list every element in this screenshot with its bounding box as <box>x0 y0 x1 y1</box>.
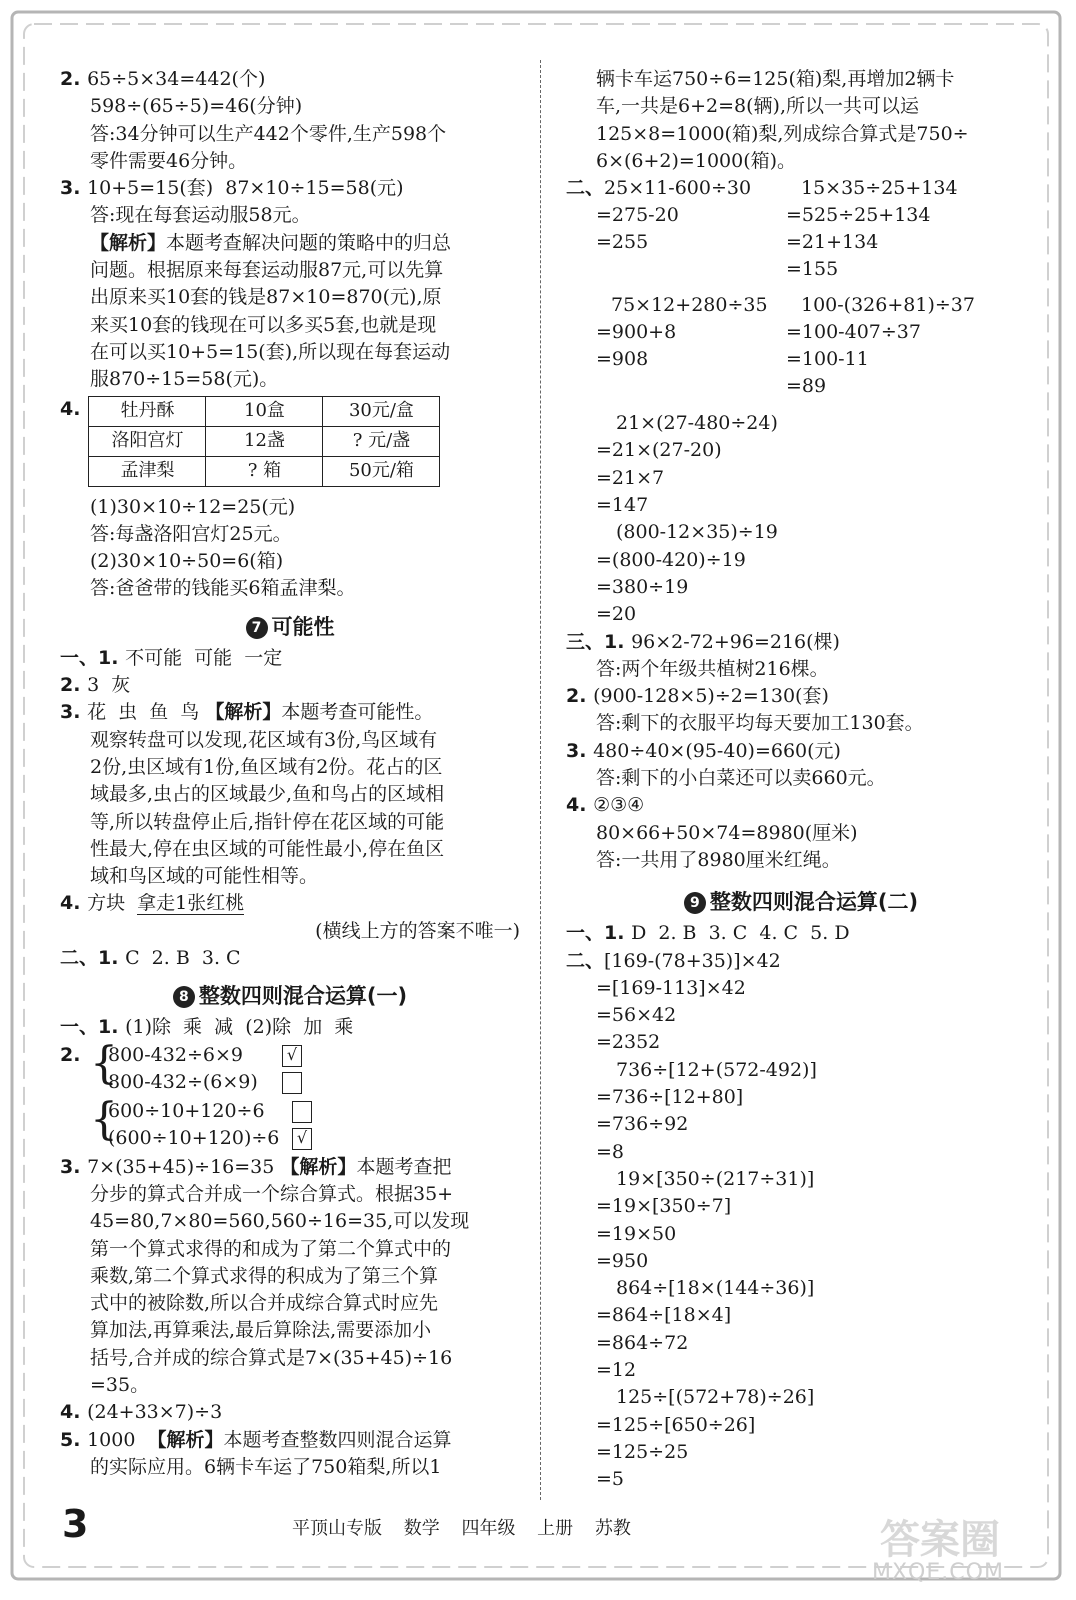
answer-line: D 2. B 3. C 4. C 5. D <box>631 922 850 945</box>
answer-line: ②③④ <box>593 794 645 817</box>
number-badge: 8 <box>173 986 195 1008</box>
answer-line: 域和鸟区域的可能性相等。 <box>90 865 319 888</box>
answer-line: 分步的算式合并成一个综合算式。根据35+ <box>90 1182 454 1205</box>
answer-line: 问题。根据原来每套运动服87元,可以先算 <box>90 259 444 282</box>
answer-line: (1)30×10÷12=25(元) <box>90 495 296 518</box>
answer-line: 2份,虫区域有1份,鱼区域有2份。花占的区 <box>90 755 443 778</box>
answer-line: 答:两个年级共植树216棵。 <box>596 657 829 680</box>
calc-line: =864÷[18×4] <box>596 1304 732 1327</box>
calc-line: 864÷[18×(144÷36)] <box>616 1277 815 1300</box>
answer-line: 车,一共是6+2=8(辆),所以一共可以运 <box>596 95 920 118</box>
left-column: 2. 65÷5×34=442(个) 598÷(65÷5)=46(分钟) 答:34分钟可以生产442个零件,生产598个 零件需要46分钟。 3. 10+5=15(套) 87×10÷15=58(元) 答:现在每套运动服58元。 【解析】本题考查解决问题的策略中的归总 问题。根据原来每套运动服87元,可以先算 出原来买10套的钱是87×10=870(元),原 来买10套的钱现在可以多买5套,也就是现 在可以买10+5=15(套),所以现在每套运动 服870÷15=58(元)。 4. 牡丹酥 10盒 30元/盒 洛阳宫灯 12盏 ? 元/盏 孟津梨 ? 箱 50元/箱 (1)30×10÷12=25(元) 答:每盏洛阳宫灯25元。 (2)30×10÷50=6(箱) 答:爸爸带的钱能买6箱孟津梨。 7 可能性 一、1. 不可能 可能 一定 2. 3 灰 3. 花 虫 鱼 鸟 【解析】本题考查可能性。 观察转盘可以发现,花区域有3份,鸟区域有 2份,虫区域有1份,鱼区域有2份。花占的区 域最多,虫占的区域最少,鱼和鸟占的区域相 等,所以转盘停止后,指针停在花区域的可能 性最大,停在虫区域的可能性最小,停在鱼区 域和鸟区域的可能性相等。 4. 方块 拿走1张红桃 (横线上方的答案不唯一) 二、1. C 2. B 3. C 8 整数四则混合运算(一) 一、1. (1)除 乘 减 (2)除 加 乘 2. { 800-432÷6×9 √ 800-432÷(6×9) { 600÷10+120÷6 (600÷10+120)÷6 √ 3. 7×(35+45)÷16=35 【解析】本题考查把 分步的算式合并成一个综合算式。根据35+ 45=80,7×80=560,560÷16=35,可以发现 第一个算式求得的和成为了第二个算式中的 乘数,第二个算式求得的积成为了第三个算 式中的被除数,所以合并成综合算式时应先 算加法,再算乘法,最后算除法,需要添加小 括号,合并成的综合算式是7×(35+45)÷16 =35。 4. (24+33×7)÷3 5. 1000 【解析】本题考查整数四则混合运算 的实际应用。6辆卡车运了750箱梨,所以1 <box>60 66 520 1481</box>
calc-line: =147 <box>596 494 649 517</box>
answer-line: 辆卡车运750÷6=125(箱)梨,再增加2辆卡 <box>596 68 955 90</box>
analysis-tag: 【解析】 <box>90 231 167 254</box>
answer-line: 等,所以转盘停止后,指针停在花区域的可能 <box>90 810 445 833</box>
right-column: 辆卡车运750÷6=125(箱)梨,再增加2辆卡 车,一共是6+2=8(辆),所以一共可以运 125×8=1000(箱)梨,列成综合算式是750÷ 6×(6+2)=1000(箱)。 二、25×11-600÷30 15×35÷25+134 =275-20 =525÷25+134 =255 =21+134 =155 75×12+280÷35 100-(326+81)÷37 =900+8 =100-407÷37 =908 =100-11 =89 21×(27-480÷24) =21×(27-20) =21×7 =147 (800-12×35)÷19 =(800-420)÷19 =380÷19 =20 三、1. 96×2-72+96=216(棵) 答:两个年级共植树216棵。 2. (900-128×5)÷2=130(套) 答:剩下的衣服平均每天要加工130套。 3. 480÷40×(95-40)=660(元) 答:剩下的小白菜还可以卖660元。 4. ②③④ 80×66+50×74=8980(厘米) 答:一共用了8980厘米红绳。 9 整数四则混合运算(二) 一、1. D 2. B 3. C 4. C 5. D 二、[169-(78+35)]×42 =[169-113]×42 =56×42 =2352 736÷[12+(572-492)] =736÷[12+80] =736÷92 =8 19×[350÷(217÷31)] =19×[350÷7] =19×50 =950 864÷[18×(144÷36)] =864÷[18×4] =864÷72 =12 125÷[(572+78)÷26] =125÷[650÷26] =125÷25 =5 <box>566 66 1036 1493</box>
expression: 600÷10+120÷6 <box>108 1099 265 1122</box>
section-title-7: 7 可能性 <box>60 609 520 645</box>
calc-line: =380÷19 <box>596 575 689 598</box>
number-badge: 9 <box>684 892 706 914</box>
answer-line: 答:现在每套运动服58元。 <box>90 204 311 227</box>
calc-line: =864÷72 <box>596 1331 689 1354</box>
analysis-tag: 【解析】 <box>280 1155 357 1178</box>
answer-line: 第一个算式求得的和成为了第二个算式中的 <box>90 1237 452 1260</box>
checkbox-checked: √ <box>292 1128 312 1150</box>
answer-line: 本题考查解决问题的策略中的归总 <box>166 231 452 254</box>
calc-line: =20 <box>596 603 637 626</box>
answer-line: C 2. B 3. C <box>125 947 241 970</box>
checkbox-checked: √ <box>282 1045 302 1067</box>
analysis-tag: 【解析】 <box>147 1428 224 1451</box>
brace: { <box>90 1093 118 1145</box>
answer-line: 出原来买10套的钱是87×10=870(元),原 <box>90 286 442 309</box>
answer-line: 服870÷15=58(元)。 <box>90 368 279 391</box>
section-title-8: 8 整数四则混合运算(一) <box>60 978 520 1014</box>
analysis-tag: 【解析】 <box>205 701 282 724</box>
calc-line: (800-12×35)÷19 <box>616 521 778 544</box>
answer-line: 的实际应用。6辆卡车运了750箱梨,所以1 <box>90 1455 442 1478</box>
calc-line: =2352 <box>596 1031 661 1054</box>
answer-line: 式中的被除数,所以合并成综合算式时应先 <box>90 1292 439 1315</box>
calc-line: =21×(27-20) <box>596 439 722 462</box>
answer-line: 不可能 可能 一定 <box>125 646 283 669</box>
answer-line: 480÷40×(95-40)=660(元) <box>593 739 841 762</box>
answer-line: 在可以买10+5=15(套),所以现在每套运动 <box>90 340 451 363</box>
note-line: (横线上方的答案不唯一) <box>315 919 520 942</box>
answer-line: 花 虫 鱼 鸟 <box>87 701 200 724</box>
answer-line: 答:剩下的衣服平均每天要加工130套。 <box>596 712 924 735</box>
calc-block: 75×12+280÷35 100-(326+81)÷37 =900+8 =100-407÷37 =908 =100-11 =89 <box>596 294 975 398</box>
underlined-answer: 拿走1张红桃 <box>137 892 245 915</box>
answer-line: 6×(6+2)=1000(箱)。 <box>596 149 797 172</box>
shopping-table <box>88 396 440 487</box>
answer-line: 10+5=15(套) 87×10÷15=58(元) <box>87 177 404 200</box>
number-badge: 7 <box>246 617 268 639</box>
calc-line: =736÷[12+80] <box>596 1086 744 1109</box>
answer-line: 3 灰 <box>87 674 131 697</box>
table-row: 洛阳宫灯 12盏 ? 元/盏 <box>89 426 440 456</box>
expression: 800-432÷6×9 <box>108 1043 243 1066</box>
comparison-group: 2. { 800-432÷6×9 √ 800-432÷(6×9) { 600÷10+120÷6 (600÷10+120)÷6 √ <box>60 1042 520 1154</box>
book-info: 平顶山专版 数学 四年级 上册 苏教 <box>292 1518 631 1539</box>
answer-line: 80×66+50×74=8980(厘米) <box>596 821 858 844</box>
calc-line: 19×[350÷(217÷31)] <box>616 1167 815 1190</box>
calc-line: =19×50 <box>596 1222 677 1245</box>
answer-line: =35。 <box>90 1373 150 1396</box>
calc-line: =12 <box>596 1358 637 1381</box>
page-number: 3 <box>62 1502 89 1546</box>
answer-line: 答:每盏洛阳宫灯25元。 <box>90 522 292 545</box>
answer-line: 96×2-72+96=216(棵) <box>631 630 840 653</box>
calc-line: =5 <box>596 1468 625 1491</box>
answer-line: 答:34分钟可以生产442个零件,生产598个 <box>90 122 447 145</box>
watermark-logo: 答案圈 <box>880 1517 1000 1563</box>
calc-line: 21×(27-480÷24) <box>616 412 778 435</box>
answer-line: (900-128×5)÷2=130(套) <box>593 685 829 708</box>
calc-line: 736÷[12+(572-492)] <box>616 1058 817 1081</box>
calc-line: 125÷[(572+78)÷26] <box>616 1386 815 1409</box>
calc-line: =21×7 <box>596 466 665 489</box>
section-title-9: 9 整数四则混合运算(二) <box>566 884 1036 920</box>
answer-line: 65÷5×34=442(个) <box>87 68 266 90</box>
answer-line: 观察转盘可以发现,花区域有3份,鸟区域有 <box>90 728 438 751</box>
answer-line: (1)除 乘 减 (2)除 加 乘 <box>125 1016 354 1039</box>
answer-line: 算加法,再算乘法,最后算除法,需要添加小 <box>90 1319 432 1342</box>
answer-line: 125×8=1000(箱)梨,列成综合算式是750÷ <box>596 122 969 145</box>
calc-line: [169-(78+35)]×42 <box>604 949 781 972</box>
table-row: 牡丹酥 10盒 30元/盒 <box>89 396 440 426</box>
answer-line: 域最多,虫占的区域最少,鱼和鸟占的区域相 <box>90 783 445 806</box>
calc-line: =8 <box>596 1140 625 1163</box>
calc-block: 二、25×11-600÷30 15×35÷25+134 =275-20 =525÷25+134 =255 =21+134 =155 <box>566 177 958 281</box>
answer-line: 答:爸爸带的钱能买6箱孟津梨。 <box>90 577 356 600</box>
answer-line: 答:剩下的小白菜还可以卖660元。 <box>596 767 886 790</box>
checkbox-empty <box>282 1072 302 1094</box>
answer-line: 括号,合并成的综合算式是7×(35+45)÷16 <box>90 1346 453 1369</box>
calc-line: =125÷[650÷26] <box>596 1413 756 1436</box>
expression: 800-432÷(6×9) <box>108 1070 258 1093</box>
calc-line: =19×[350÷7] <box>596 1195 732 1218</box>
page-footer <box>62 1502 1022 1548</box>
expression: (600÷10+120)÷6 <box>108 1126 280 1149</box>
answer-line: 零件需要46分钟。 <box>90 149 248 172</box>
brace: { <box>90 1037 118 1089</box>
table-row: 孟津梨 ? 箱 50元/箱 <box>89 456 440 486</box>
calc-line: =(800-420)÷19 <box>596 548 746 571</box>
answer-line: (2)30×10÷50=6(箱) <box>90 550 284 573</box>
checkbox-empty <box>292 1101 312 1123</box>
answer-line: 来买10套的钱现在可以多买5套,也就是现 <box>90 313 437 336</box>
calc-line: =[169-113]×42 <box>596 976 746 999</box>
answer-line: 性最大,停在虫区域的可能性最小,停在鱼区 <box>90 837 445 860</box>
column-divider <box>540 60 541 1500</box>
calc-line: =950 <box>596 1249 649 1272</box>
answer-line: 答:一共用了8980厘米红绳。 <box>596 848 841 871</box>
calc-line: =736÷92 <box>596 1113 689 1136</box>
answer-line: 乘数,第二个算式求得的积成为了第三个算 <box>90 1264 439 1287</box>
answer-line: 45=80,7×80=560,560÷16=35,可以发现 <box>90 1210 470 1233</box>
answer-line: (24+33×7)÷3 <box>87 1401 223 1424</box>
watermark-url: MXQE.COM <box>872 1560 1004 1585</box>
calc-line: =125÷25 <box>596 1440 689 1463</box>
calc-line: =56×42 <box>596 1004 677 1027</box>
answer-line: 598÷(65÷5)=46(分钟) <box>90 95 303 118</box>
